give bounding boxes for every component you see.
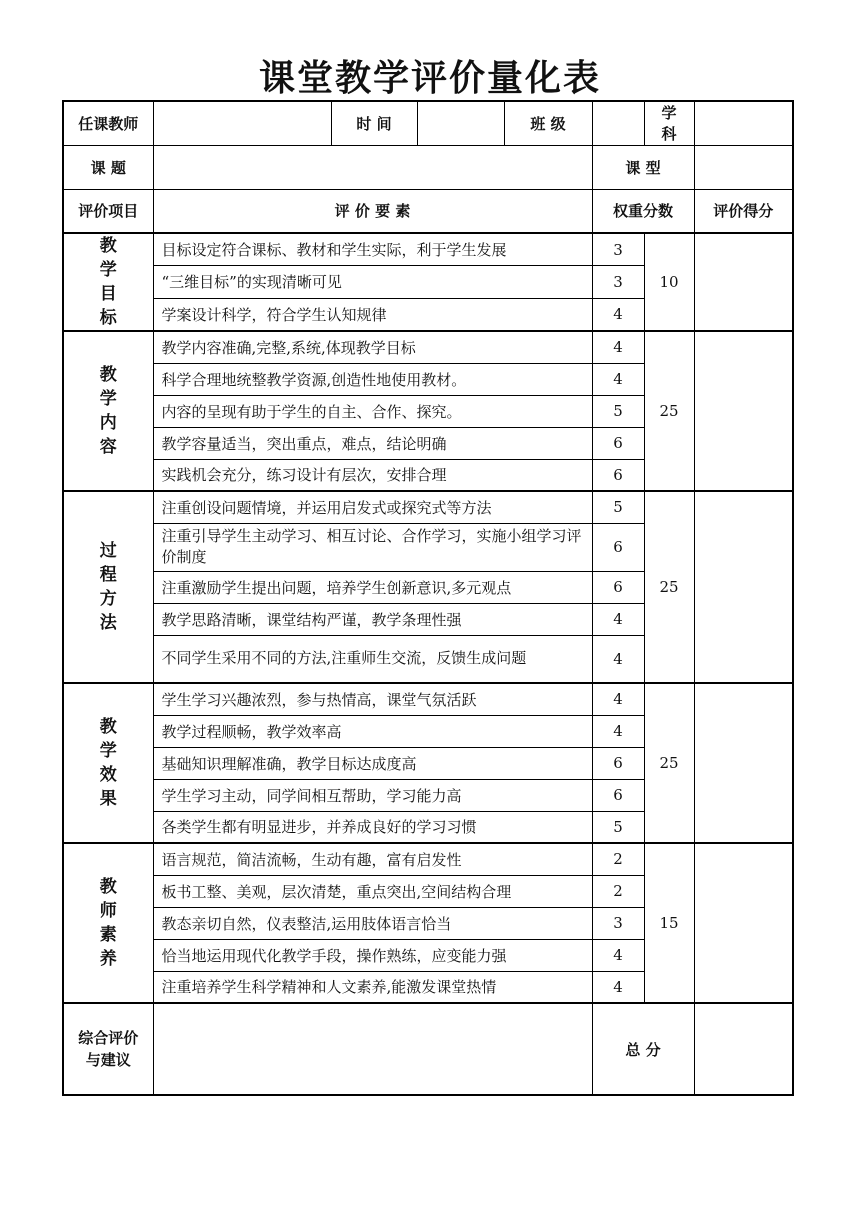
teacher-label: 任课教师 bbox=[63, 101, 153, 145]
category-cell bbox=[63, 843, 153, 1003]
criterion-text: 学生学习主动，同学间相互帮助，学习能力高 bbox=[153, 779, 592, 811]
criterion-text: 语言规范，简洁流畅，生动有趣，富有启发性 bbox=[153, 843, 592, 875]
comment-label bbox=[63, 1003, 153, 1095]
group-total-weight: 25 bbox=[644, 331, 694, 491]
category-char: 方 bbox=[99, 589, 117, 609]
criterion-weight: 4 bbox=[592, 683, 644, 715]
criterion-text: 科学合理地统整教学资源,创造性地使用教材。 bbox=[153, 363, 592, 395]
table-row bbox=[63, 843, 793, 875]
category-char: 教 bbox=[99, 365, 117, 385]
criterion-weight: 6 bbox=[592, 427, 644, 459]
time-field[interactable] bbox=[417, 101, 504, 145]
criterion-weight: 4 bbox=[592, 298, 644, 331]
table-row bbox=[63, 491, 793, 523]
criterion-text: 不同学生采用不同的方法,注重师生交流，反馈生成问题 bbox=[153, 635, 592, 683]
criterion-text: 注重创设问题情境，并运用启发式或探究式等方法 bbox=[153, 491, 592, 523]
criterion-text: 板书工整、美观，层次清楚，重点突出,空间结构合理 bbox=[153, 875, 592, 907]
criterion-text: 注重引导学生主动学习、相互讨论、合作学习，实施小组学习评价制度 bbox=[153, 523, 592, 571]
type-field[interactable] bbox=[694, 145, 793, 189]
page-title: 课堂教学评价量化表 bbox=[258, 57, 601, 99]
group-score-field[interactable] bbox=[694, 683, 793, 843]
criterion-text: 教学过程顺畅，教学效率高 bbox=[153, 715, 592, 747]
category-cell bbox=[63, 233, 153, 331]
criterion-weight: 5 bbox=[592, 811, 644, 843]
group-total-weight: 25 bbox=[644, 491, 694, 683]
criterion-text: 教态亲切自然，仪表整洁,运用肢体语言恰当 bbox=[153, 907, 592, 939]
total-score-field[interactable] bbox=[694, 1003, 793, 1095]
criterion-weight: 4 bbox=[592, 635, 644, 683]
total-score-label: 总 分 bbox=[592, 1003, 694, 1095]
category-char: 标 bbox=[99, 308, 117, 328]
group-score-field[interactable] bbox=[694, 491, 793, 683]
criterion-text: 恰当地运用现代化教学手段，操作熟练，应变能力强 bbox=[153, 939, 592, 971]
criterion-weight: 2 bbox=[592, 843, 644, 875]
criterion-text: 注重培养学生科学精神和人文素养,能激发课堂热情 bbox=[153, 971, 592, 1003]
criterion-text: 内容的呈现有助于学生的自主、合作、探究。 bbox=[153, 395, 592, 427]
criterion-weight: 4 bbox=[592, 363, 644, 395]
category-char: 效 bbox=[99, 765, 117, 785]
category-char: 素 bbox=[99, 925, 117, 945]
comment-label-line2: 与建议 bbox=[85, 1051, 131, 1069]
header-row-2 bbox=[63, 145, 793, 189]
criterion-text: 学生学习兴趣浓烈，参与热情高，课堂气氛活跃 bbox=[153, 683, 592, 715]
category-char: 教 bbox=[99, 236, 117, 256]
criterion-text: 学案设计科学，符合学生认知规律 bbox=[153, 298, 592, 331]
category-char: 程 bbox=[99, 565, 117, 585]
evaluation-table bbox=[62, 100, 794, 1096]
category-char: 养 bbox=[99, 949, 117, 969]
subject-field[interactable] bbox=[694, 101, 793, 145]
group-total-weight: 25 bbox=[644, 683, 694, 843]
criterion-weight: 6 bbox=[592, 747, 644, 779]
category-cell bbox=[63, 683, 153, 843]
category-char: 果 bbox=[99, 789, 117, 809]
subject-label: 学 科 bbox=[644, 101, 694, 145]
criterion-text: 目标设定符合课标、教材和学生实际，利于学生发展 bbox=[153, 233, 592, 266]
comment-label-line1: 综合评价 bbox=[78, 1029, 139, 1047]
elements-column-header: 评 价 要 素 bbox=[153, 189, 592, 233]
criterion-text: 注重激励学生提出问题，培养学生创新意识,多元观点 bbox=[153, 571, 592, 603]
topic-label: 课 题 bbox=[63, 145, 153, 189]
category-char: 学 bbox=[99, 741, 117, 761]
category-char: 目 bbox=[99, 284, 117, 304]
category-char: 容 bbox=[99, 437, 117, 457]
criterion-text: 教学内容准确,完整,系统,体现教学目标 bbox=[153, 331, 592, 363]
table-row bbox=[63, 233, 793, 266]
class-label: 班 级 bbox=[504, 101, 592, 145]
criterion-weight: 3 bbox=[592, 233, 644, 266]
class-field[interactable] bbox=[592, 101, 644, 145]
group-score-field[interactable] bbox=[694, 233, 793, 331]
criterion-text: 教学思路清晰，课堂结构严谨，教学条理性强 bbox=[153, 603, 592, 635]
group-total-weight: 15 bbox=[644, 843, 694, 1003]
criterion-text: 基础知识理解准确，教学目标达成度高 bbox=[153, 747, 592, 779]
criterion-weight: 4 bbox=[592, 971, 644, 1003]
group-total-weight: 10 bbox=[644, 233, 694, 331]
category-char: 师 bbox=[99, 901, 117, 921]
category-char: 学 bbox=[99, 260, 117, 280]
project-column-header: 评价项目 bbox=[63, 189, 153, 233]
table-row bbox=[63, 331, 793, 363]
teacher-field[interactable] bbox=[153, 101, 331, 145]
criterion-weight: 3 bbox=[592, 266, 644, 299]
category-char: 学 bbox=[99, 389, 117, 409]
criterion-weight: 6 bbox=[592, 523, 644, 571]
group-score-field[interactable] bbox=[694, 843, 793, 1003]
category-char: 教 bbox=[99, 717, 117, 737]
category-char: 过 bbox=[99, 541, 117, 561]
topic-field[interactable] bbox=[153, 145, 592, 189]
criterion-text: 各类学生都有明显进步，并养成良好的学习习惯 bbox=[153, 811, 592, 843]
category-char: 教 bbox=[99, 877, 117, 897]
time-label: 时 间 bbox=[331, 101, 417, 145]
criterion-weight: 2 bbox=[592, 875, 644, 907]
criterion-text: “三维目标”的实现清晰可见 bbox=[153, 266, 592, 299]
weight-column-header: 权重分数 bbox=[592, 189, 694, 233]
criterion-weight: 6 bbox=[592, 571, 644, 603]
category-cell bbox=[63, 331, 153, 491]
criterion-weight: 4 bbox=[592, 939, 644, 971]
header-row-1 bbox=[63, 101, 793, 145]
category-char: 内 bbox=[99, 413, 117, 433]
criterion-weight: 5 bbox=[592, 395, 644, 427]
footer-row bbox=[63, 1003, 793, 1095]
comment-field[interactable] bbox=[153, 1003, 592, 1095]
criterion-text: 教学容量适当，突出重点，难点，结论明确 bbox=[153, 427, 592, 459]
criterion-weight: 5 bbox=[592, 491, 644, 523]
criterion-weight: 3 bbox=[592, 907, 644, 939]
criterion-weight: 4 bbox=[592, 331, 644, 363]
category-char: 法 bbox=[99, 613, 117, 633]
criterion-weight: 6 bbox=[592, 779, 644, 811]
criterion-weight: 6 bbox=[592, 459, 644, 491]
group-score-field[interactable] bbox=[694, 331, 793, 491]
criterion-text: 实践机会充分，练习设计有层次，安排合理 bbox=[153, 459, 592, 491]
score-column-header: 评价得分 bbox=[694, 189, 793, 233]
column-header-row bbox=[63, 189, 793, 233]
criterion-weight: 4 bbox=[592, 715, 644, 747]
table-row bbox=[63, 683, 793, 715]
type-label: 课 型 bbox=[592, 145, 694, 189]
criterion-weight: 4 bbox=[592, 603, 644, 635]
category-cell bbox=[63, 491, 153, 683]
